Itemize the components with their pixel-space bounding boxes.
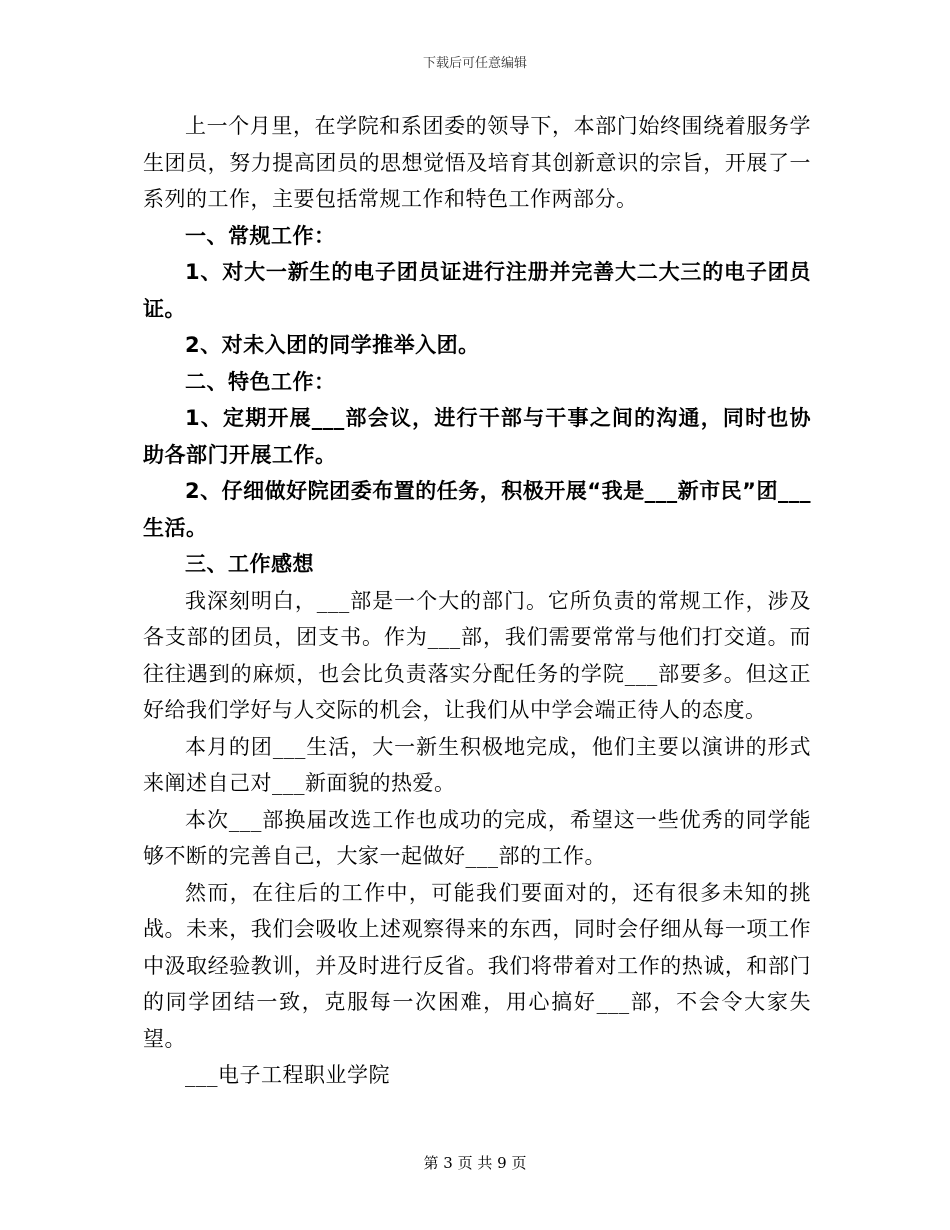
signature-line: ___电子工程职业学院 — [185, 1063, 390, 1087]
heading-routine-work: 一、常规工作： — [185, 223, 336, 248]
paragraph-reflection-2: 本月的团___生活，大一新生积极地完成，他们主要以演讲的形式来阐述自己对___新面貌的热爱。 — [143, 734, 811, 795]
heading-reflections: 三、工作感想 — [185, 552, 314, 576]
paragraph-intro: 上一个月里，在学院和系团委的领导下，本部门始终围绕着服务学生团员，努力提高团员的思想觉悟及培育其创新意识的宗旨，开展了一系列的工作，主要包括常规工作和特色工作两部分。 — [143, 114, 811, 211]
page-number: 第 3 页 共 9 页 — [423, 1154, 527, 1172]
header-note: 下载后可任意编辑 — [422, 56, 527, 71]
heading-special-work: 二、特色工作： — [185, 369, 336, 394]
paragraph-reflection-4: 然而，在往后的工作中，可能我们要面对的，还有很多未知的挑战。未来，我们会吸收上述观察得来的东西，同时会仔细从每一项工作中汲取经验教训，并及时进行反省。我们将带着对工作的热诚，和部门的同学团结一致，克服每一次困难，用心搞好___部，不会令大家失望。 — [143, 880, 811, 1051]
document-body — [143, 108, 811, 1094]
special-item-2: 2、仔细做好院团委布置的任务，积极开展“我是___新市民”团___生活。 — [143, 479, 811, 540]
routine-item-2: 2、对未入团的同学推举入团。 — [185, 333, 480, 357]
paragraph-reflection-1: 我深刻明白，___部是一个大的部门。它所负责的常规工作，涉及各支部的团员，团支书。作为___部，我们需要常常与他们打交道。而往往遇到的麻烦，也会比负责落实分配任务的学院___部要多。但这正好给我们学好与人交际的机会，让我们从中学会端正待人的态度。 — [143, 588, 811, 722]
paragraph-reflection-3: 本次___部换届改选工作也成功的完成，希望这一些优秀的同学能够不断的完善自己，大家一起做好___部的工作。 — [143, 807, 811, 868]
routine-item-1: 1、对大一新生的电子团员证进行注册并完善大二大三的电子团员证。 — [143, 260, 811, 321]
special-item-1: 1、定期开展___部会议，进行干部与干事之间的沟通，同时也协助各部门开展工作。 — [143, 406, 811, 467]
